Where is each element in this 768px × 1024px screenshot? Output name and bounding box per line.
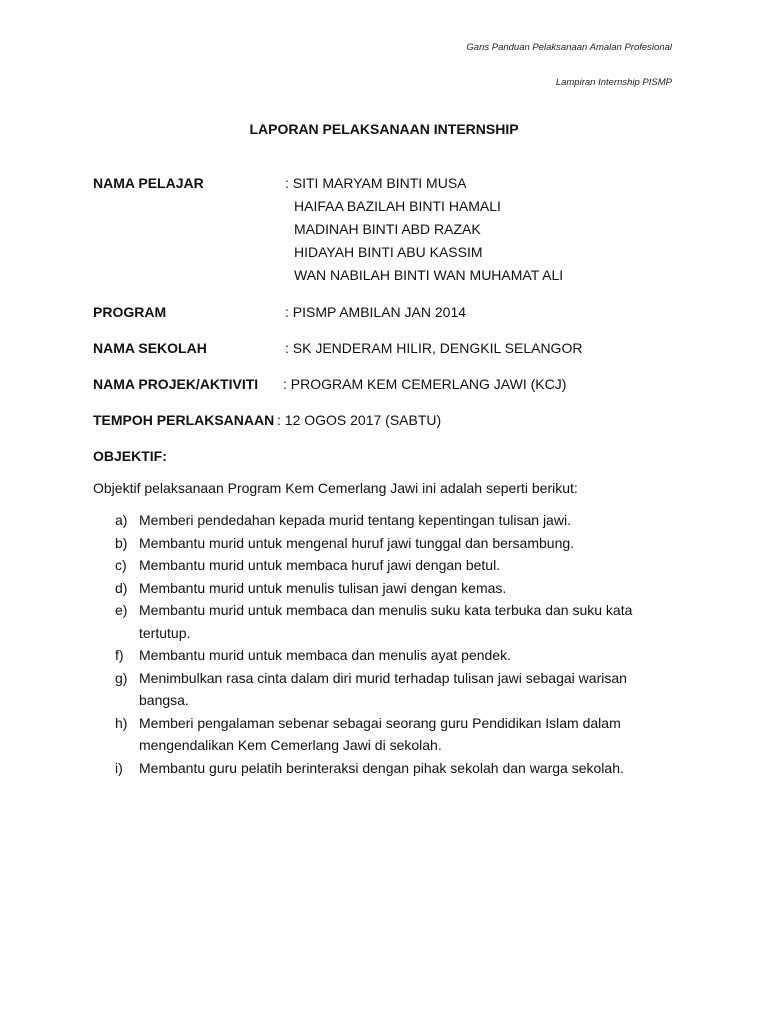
value-student-1: : SITI MARYAM BINTI MUSA [285,175,467,191]
label-program: PROGRAM [93,304,167,320]
list-text: Membantu murid untuk mengenal huruf jawi tunggal dan bersambung. [139,534,575,551]
list-text: Membantu murid untuk membaca dan menulis ayat pendek. [139,647,511,663]
value-nama-sekolah: : SK JENDERAM HILIR, DENGKIL SELANGOR [285,340,583,356]
list-marker: a) [115,512,128,528]
value-student-2: HAIFAA BAZILAH BINTI HAMALI [294,198,501,214]
label-nama-pelajar: NAMA PELAJAR [93,175,204,191]
list-item [93,667,653,712]
list-item [93,599,653,644]
list-item [93,554,653,577]
objektif-list [93,509,653,779]
report-title: LAPORAN PELAKSANAAN INTERNSHIP [249,121,519,137]
header-guideline: Garis Panduan Pelaksanaan Amalan Profesional [466,42,672,53]
list-marker: h) [115,714,128,731]
list-text: Memberi pengalaman sebenar sebagai seorang guru Pendidikan Islam dalam mengendalikan Kem Cemerlang Jawi di sekolah. [139,714,621,753]
list-text: Membantu guru pelatih berinteraksi dengan pihak sekolah dan warga sekolah. [139,759,624,776]
value-program: : PISMP AMBILAN JAN 2014 [285,304,467,320]
list-item [93,577,653,600]
list-item [93,644,653,667]
value-student-5: WAN NABILAH BINTI WAN MUHAMAT ALI [294,267,564,283]
list-marker: e) [115,602,128,618]
list-text: Membantu murid untuk membaca huruf jawi dengan betul. [139,557,501,573]
label-nama-projek: NAMA PROJEK/AKTIVITI [93,376,259,392]
objektif-heading: OBJEKTIF: [93,448,167,464]
list-text: Memberi pendedahan kepada murid tentang kepentingan tulisan jawi. [139,512,571,528]
list-marker: b) [115,534,128,551]
list-marker: f) [115,647,124,663]
header-appendix: Lampiran Internship PISMP [555,77,672,88]
list-marker: d) [115,579,128,596]
objektif-intro: Objektif pelaksanaan Program Kem Cemerlang Jawi ini adalah seperti berikut: [93,480,578,496]
value-tempoh: : 12 OGOS 2017 (SABTU) [277,412,442,428]
list-marker: g) [115,669,128,686]
value-student-3: MADINAH BINTI ABD RAZAK [294,221,481,237]
list-text: Membantu murid untuk menulis tulisan jawi dengan kemas. [139,579,507,596]
label-nama-sekolah: NAMA SEKOLAH [93,340,207,356]
list-text: Menimbulkan rasa cinta dalam diri murid terhadap tulisan jawi sebagai warisan bangsa. [139,669,627,708]
value-student-4: HIDAYAH BINTI ABU KASSIM [294,244,483,260]
list-item [93,532,653,555]
list-item [93,757,653,780]
list-item [93,509,653,532]
list-text: Membantu murid untuk membaca dan menulis suku kata terbuka dan suku kata tertutup. [139,602,633,641]
list-marker: i) [115,759,123,776]
list-item [93,712,653,757]
list-marker: c) [115,557,127,573]
label-tempoh: TEMPOH PERLAKSANAAN [93,412,275,428]
value-nama-projek: : PROGRAM KEM CEMERLANG JAWI (KCJ) [283,376,567,392]
